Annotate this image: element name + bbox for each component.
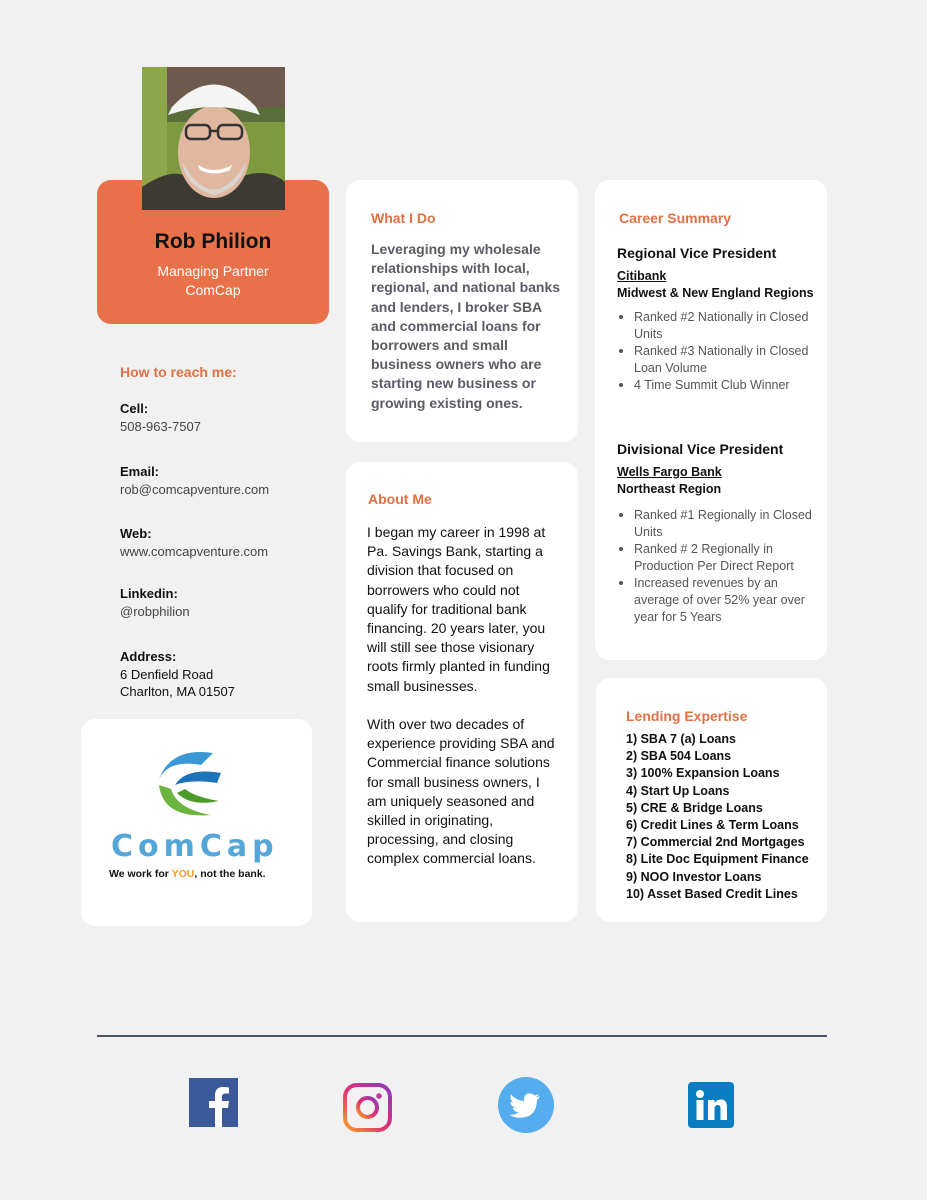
linkedin-icon[interactable]: [688, 1082, 734, 1133]
footer-divider: [97, 1035, 827, 1037]
facebook-icon[interactable]: [189, 1078, 238, 1132]
list-item: 2) SBA 504 Loans: [626, 749, 732, 764]
role-title: Regional Vice President: [617, 245, 777, 261]
what-i-do-card: [346, 180, 578, 442]
about-me-paragraph-1: I began my career in 1998 at Pa. Savings Bank, starting a division that focused on borrowers who could not qualify for traditional bank financing. 20 years later, you will still see those visionary roots firmly planted in funding small businesses.: [367, 524, 550, 694]
list-item: 8) Lite Doc Equipment Finance: [626, 852, 809, 867]
linkedin-label: Linkedin:: [120, 586, 178, 601]
role-title: Divisional Vice President: [617, 441, 784, 457]
about-me-card: [346, 462, 578, 922]
logo-tagline: We work for YOU, not the bank.: [109, 868, 266, 880]
web-label: Web:: [120, 526, 152, 541]
role-bank: Wells Fargo Bank: [617, 465, 722, 479]
profile-photo: [142, 67, 285, 210]
lending-expertise-heading: Lending Expertise: [626, 708, 748, 724]
profile-name: Rob Philion: [154, 230, 272, 253]
list-item: 6) Credit Lines & Term Loans: [626, 818, 799, 833]
list-item: 1) SBA 7 (a) Loans: [626, 732, 736, 746]
role-achievements: [617, 309, 817, 394]
twitter-icon[interactable]: [498, 1077, 554, 1138]
lending-expertise-card: [596, 678, 827, 922]
address-line-2: Charlton, MA 01507: [120, 684, 235, 699]
list-item: Ranked #1 Regionally in Closed Units: [617, 507, 817, 541]
cell-label: Cell:: [120, 401, 149, 416]
address-line-1: 6 Denfield Road: [120, 667, 214, 682]
list-item: 4) Start Up Loans: [626, 783, 730, 798]
role-bank: Citibank: [617, 269, 667, 283]
list-item: 3) 100% Expansion Loans: [626, 766, 780, 781]
list-item: 7) Commercial 2nd Mortgages: [626, 835, 805, 850]
role-achievements: [617, 507, 817, 626]
what-i-do-text: Leveraging my wholesale relationships with local, regional, and national banks and lenders, I broker SBA and commercial loans for borrowers and small business owners who are starting new business or growing existing ones.: [371, 241, 561, 411]
career-summary-card: [595, 180, 827, 660]
address-label: Address:: [120, 649, 177, 664]
instagram-icon[interactable]: [343, 1083, 392, 1137]
email-value[interactable]: rob@comcapventure.com: [120, 482, 270, 497]
list-item: 5) CRE & Bridge Loans: [626, 800, 763, 815]
list-item: 10) Asset Based Credit Lines: [626, 886, 798, 901]
cell-value[interactable]: 508-963-7507: [120, 419, 201, 434]
list-item: Ranked #2 Nationally in Closed Units: [617, 309, 817, 343]
role-region: Midwest & New England Regions: [617, 286, 814, 300]
contact-heading: How to reach me:: [120, 364, 237, 380]
comcap-logo-icon: [151, 749, 226, 821]
career-summary-heading: Career Summary: [619, 210, 732, 226]
email-label: Email:: [120, 464, 160, 479]
list-item: 4 Time Summit Club Winner: [617, 377, 817, 394]
list-item: Ranked #3 Nationally in Closed Loan Volume: [617, 343, 817, 377]
list-item: 9) NOO Investor Loans: [626, 869, 762, 884]
list-item: Increased revenues by an average of over 52% year over year for 5 Years: [617, 575, 817, 626]
profile-title: Managing Partner: [157, 263, 269, 279]
about-me-heading: About Me: [368, 491, 432, 507]
role-region: Northeast Region: [617, 482, 722, 496]
logo-card: [81, 719, 312, 926]
web-link[interactable]: www.comcapventure.com: [120, 544, 269, 559]
linkedin-handle[interactable]: @robphilion: [120, 604, 190, 619]
profile-company: ComCap: [185, 282, 241, 298]
what-i-do-heading: What I Do: [371, 210, 436, 226]
list-item: Ranked # 2 Regionally in Production Per Direct Report: [617, 541, 817, 575]
about-me-paragraph-2: With over two decades of experience providing SBA and Commercial finance solutions for small business owners, I am uniquely seasoned and skilled in originating, processing, and closing complex commercial loans.: [367, 716, 555, 867]
comcap-wordmark: ComCap: [111, 829, 279, 864]
lending-list: [626, 731, 809, 903]
